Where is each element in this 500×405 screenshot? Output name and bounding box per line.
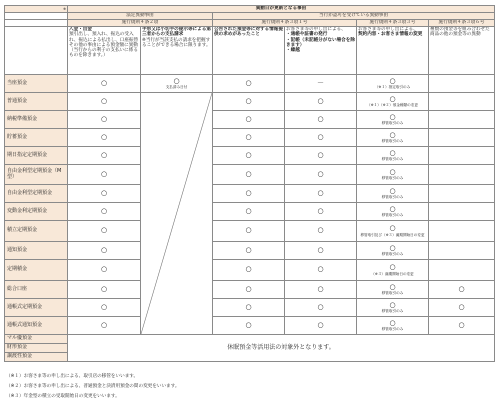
column-info-request: 公告された預金等に対する情報提供の求めがあったこと	[213, 27, 285, 75]
cell-note: 移管取引のみ	[381, 195, 404, 200]
mark: ○	[389, 130, 396, 139]
row-label: 期日指定定期預金	[5, 147, 68, 165]
table-row	[5, 335, 495, 344]
column-title: 手形又は小切手の提示等による第三者からの支払請求	[142, 27, 211, 38]
mark: ○	[389, 224, 396, 233]
footnote: （※２）お客さま等の申し出による、普通預金と決済用預金の間の変更をいいます。	[6, 383, 180, 389]
diagonal-line	[141, 93, 212, 334]
table-row	[5, 165, 495, 185]
mark: ○	[389, 186, 396, 195]
blank-header-cell	[5, 20, 68, 27]
mark: ○	[317, 150, 324, 159]
table-title: 異動日が更新となる事由	[68, 6, 495, 13]
table-row	[5, 75, 495, 93]
table-row	[5, 147, 495, 165]
column-description: 預引出し、預入れ、振込の受入れ、振込による払出し、口座振替その他の事由による預金額に異動（当行からの利子の支払いに係るものを除きます。）	[69, 32, 139, 59]
mark: ○	[317, 226, 324, 235]
mark: ○	[100, 226, 108, 235]
row-label: 自由金利型定期預金	[5, 185, 68, 203]
cell-note: 移管取引及び（※３）満期開始日の変更	[360, 232, 425, 237]
mark: ○	[245, 132, 252, 141]
table-row	[5, 242, 495, 260]
mark: ○	[317, 188, 324, 197]
legal-group-header: 法定異動事由	[68, 13, 213, 20]
cell-note: 移管取引のみ	[381, 252, 404, 257]
table-row	[5, 260, 495, 281]
row-label: マル優預金	[5, 335, 68, 344]
row-label: 自由金利型定期預金（M型）	[5, 165, 68, 185]
dormant-deposit-table	[4, 5, 495, 362]
mark: ○	[317, 96, 324, 105]
mark: ○	[100, 302, 108, 311]
column-bill-presentation	[141, 27, 213, 75]
mark: ○	[245, 226, 252, 235]
mark: ○	[317, 265, 324, 274]
mark: ○	[100, 169, 108, 178]
table-row	[5, 299, 495, 317]
mark: ○	[389, 76, 396, 85]
mark: ○	[245, 302, 252, 311]
mark: ○	[100, 320, 108, 329]
mark: ○	[317, 132, 324, 141]
table-row	[5, 93, 495, 111]
table-row	[5, 129, 495, 147]
mark: ○	[389, 300, 396, 309]
row-label: 定期積金	[5, 260, 68, 281]
mark: ○	[317, 169, 324, 178]
cell-note: （※１）指定取引のみ	[374, 85, 411, 90]
mark: －	[317, 78, 324, 87]
column-intro: お客さま等の申し出による、	[358, 27, 418, 32]
cell-note: 移管取引のみ	[381, 139, 404, 144]
mark: ○	[245, 78, 252, 87]
footnote: （※３）年金型の積立の受取開始日の変更をいいます。	[6, 393, 120, 399]
not-applicable-cell	[141, 93, 213, 335]
mark: ○	[317, 302, 324, 311]
mark: ○	[389, 204, 396, 213]
mark: ○	[245, 265, 252, 274]
column-description: ※当行が当該支払の請求を把握することができる場合に限ります。	[142, 37, 211, 48]
exempt-message: 休眠預金等活用法の対象外となります。	[68, 335, 495, 362]
cell-note: 移管取引のみ	[381, 309, 404, 314]
cell-note: 支払済み日付	[165, 85, 188, 90]
rule-b-header: 施行規則４条３項１号	[213, 20, 357, 27]
mark: ○	[245, 150, 252, 159]
mark: ○	[245, 188, 252, 197]
column-item: 記帳（未記帳分がない場合を除きます）	[286, 37, 355, 48]
row-label: 通知預金	[5, 242, 68, 260]
cell-note: 移管取引のみ	[381, 291, 404, 296]
mark: ○	[317, 206, 324, 215]
mark: ○	[389, 148, 396, 157]
mark: ○	[389, 167, 396, 176]
row-label: 変動金利定期預金	[5, 203, 68, 221]
cell-note: 移管取引のみ	[381, 327, 404, 332]
row-label: 総合口座	[5, 281, 68, 299]
column-intro: お客さま等の申し出による、	[286, 27, 346, 32]
mark: ○	[458, 302, 465, 311]
cell-note: （※３）満期開始日の変更	[371, 271, 414, 276]
row-label: 積立定期預金	[5, 221, 68, 242]
column-item: 繰越	[290, 48, 300, 54]
row-label: 普通預金	[5, 93, 68, 111]
bank-group-header: 当行が認可を受けている異動事由	[213, 13, 495, 20]
rule-a-header: 施行規則４条２項	[68, 20, 213, 27]
table-row	[5, 185, 495, 203]
mark: ○	[100, 188, 108, 197]
rule-c-header: 施行規則４条３項３号	[357, 20, 429, 27]
mark: ○	[317, 245, 324, 254]
mark: ○	[173, 76, 180, 85]
mark: ○	[245, 169, 252, 178]
column-deposit-withdrawal	[68, 27, 141, 75]
blank-header-cell	[5, 27, 68, 75]
row-label: 譲渡性預金	[5, 353, 68, 362]
mark: ○	[245, 245, 252, 254]
mark: ○	[458, 284, 465, 293]
mark: ○	[245, 284, 252, 293]
mark: ○	[389, 282, 396, 291]
mark: ○	[245, 96, 252, 105]
column-passbook-issue: お客さま等の申し出による、 ・通帳や証書の発行 ・記帳（未記帳分がない場合を除きます） ・繰越	[285, 27, 357, 75]
row-label: 通帳式定期預金	[5, 299, 68, 317]
cell-note: （※１）（※２）預金種類の変更	[367, 103, 418, 108]
footnotes	[6, 372, 179, 401]
mark: ○	[458, 320, 465, 329]
mark: ○	[100, 114, 108, 123]
mark: ○	[100, 78, 108, 87]
mark: ○	[317, 114, 324, 123]
footnote: （※１）お客さま等の申し出による、取引店の移管をいいます。	[6, 374, 139, 379]
column-bold: 契約内容・お客さま情報の変更	[358, 32, 423, 38]
table-row	[5, 281, 495, 299]
mark: ○	[389, 263, 396, 272]
mark: ○	[389, 112, 396, 121]
cell-note: 移管取引のみ	[381, 121, 404, 126]
column-contract-change	[357, 27, 429, 75]
mark: ○	[245, 114, 252, 123]
corner-cell: ※	[5, 6, 68, 13]
table-row	[5, 221, 495, 242]
mark: ○	[389, 318, 396, 327]
mark: ○	[100, 96, 108, 105]
mark: ○	[100, 150, 108, 159]
mark: ○	[100, 132, 108, 141]
column-title: 入金・出金	[69, 27, 92, 32]
row-label: 通帳式通知預金	[5, 317, 68, 335]
column-item: 通帳や証書の発行	[290, 32, 328, 38]
mark: ○	[317, 284, 324, 293]
table-row	[5, 317, 495, 335]
row-label: 当座預金	[5, 75, 68, 93]
mark: ○	[389, 94, 396, 103]
column-combined-product: 複数の預金等を組み合わせた商品の他の預金等の異動	[429, 27, 495, 75]
mark: ○	[245, 320, 252, 329]
cell-note: 移管取引のみ	[381, 157, 404, 162]
cell-note: 移管取引のみ	[381, 176, 404, 181]
table-row	[5, 203, 495, 221]
mark: ○	[100, 265, 108, 274]
mark: ○	[100, 245, 108, 254]
mark: ○	[100, 206, 108, 215]
row-label: 財形預金	[5, 344, 68, 353]
row-label: 納税準備預金	[5, 111, 68, 129]
blank-header-cell	[5, 13, 68, 20]
cell-note: 移管取引のみ	[381, 213, 404, 218]
row-label: 貯蓄預金	[5, 129, 68, 147]
mark: ○	[389, 243, 396, 252]
rule-d-header: 施行規則４条３項６号	[429, 20, 495, 27]
mark: ○	[317, 320, 324, 329]
mark: ○	[245, 206, 252, 215]
mark: ○	[100, 284, 108, 293]
table-row	[5, 111, 495, 129]
